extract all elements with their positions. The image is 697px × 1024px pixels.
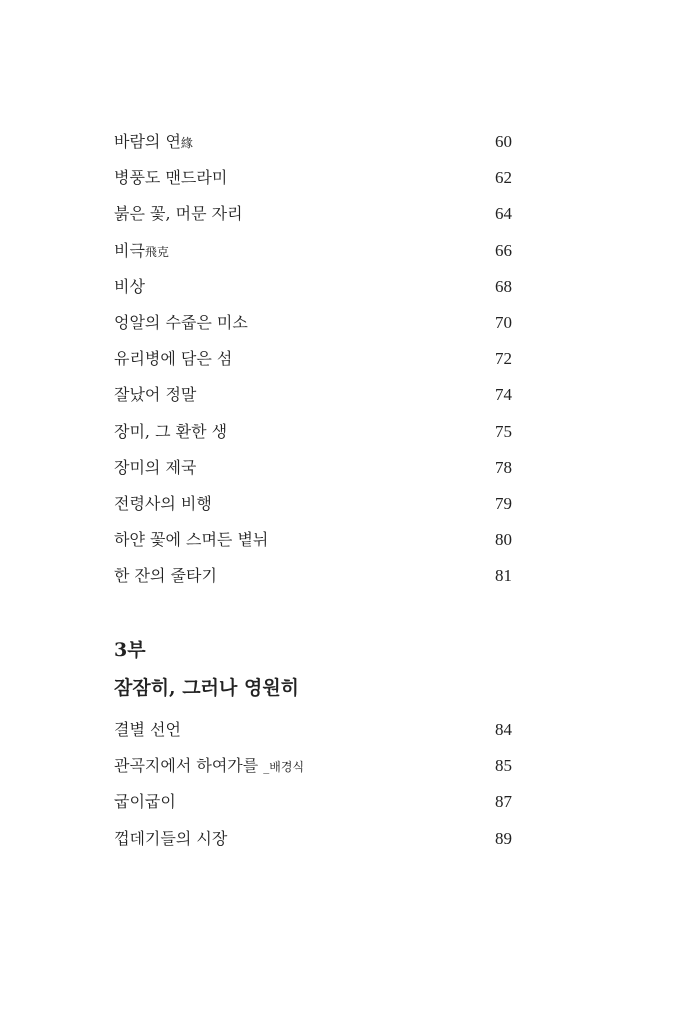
toc-entry-title-wrap [114,414,227,451]
toc-entry-page: 66 [495,240,512,260]
toc-entry-title-wrap [114,522,268,559]
toc-entry-note: 緣 [180,136,193,150]
toc-entry-title-wrap [114,341,232,378]
toc-entry-page: 75 [495,421,512,441]
part-title: 잠잠히, 그러나 영원히 [114,677,300,699]
toc-entry-title: 하얀 꽃에 스며든 볕뉘 [114,530,269,550]
toc-entry-title-wrap [114,486,212,523]
toc-entry [114,712,512,748]
toc-entry [114,414,512,450]
toc-entry-page: 64 [495,204,512,224]
toc-entry-page: 85 [495,756,512,776]
toc-entry-title: 결별 선언 [114,720,181,739]
toc-entry-page: 89 [495,828,512,848]
toc-entry-title-wrap [114,269,145,306]
toc-entry [114,522,512,558]
toc-entry-title: 잘났어 정말 [114,385,197,405]
toc-entry [114,341,512,377]
toc-entry [114,124,512,160]
toc-entry-title: 비극 [114,240,145,260]
toc-entry-page: 60 [495,132,512,151]
toc-entry [114,269,512,305]
toc-entry [114,196,512,232]
toc-entry-page: 74 [495,385,512,405]
toc-entry-page: 62 [495,168,512,188]
part-number: 3부 [114,639,146,661]
toc-entry [114,486,512,522]
toc-entry-title: 관곡지에서 하여가를 [114,756,264,776]
toc-entry-page: 68 [495,276,512,296]
toc-list-part3 [114,712,512,857]
toc-entry-page: 70 [495,312,512,332]
toc-entry-title: 장미, 그 환한 생 [114,421,228,441]
part-heading [114,630,512,710]
toc-entry-title: 유리병에 담은 섬 [114,349,233,369]
toc-entry-title: 한 잔의 줄타기 [114,566,217,586]
toc-entry-page: 87 [495,792,512,812]
toc-entry [114,558,512,594]
toc-entry-title: 장미의 제국 [114,457,197,477]
toc-entry-title-wrap [114,784,176,821]
toc-entry-page: 80 [495,530,512,550]
toc-entry-note: 飛克 [144,244,169,259]
toc-entry-page: 84 [495,720,512,739]
toc-entry-title: 바람의 연 [114,132,181,151]
toc-entry-title-wrap [114,233,169,270]
toc-entry [114,784,512,820]
toc-entry-title-wrap [114,450,196,487]
toc-entry-note: _배경식 [263,760,305,775]
toc-list-part2 [114,124,512,594]
toc-entry-title-wrap [114,712,181,749]
toc-entry [114,160,512,196]
toc-entry [114,233,512,269]
toc-entry-page: 72 [495,349,512,369]
toc-entry-title-wrap [114,160,227,197]
toc-entry [114,305,512,341]
toc-entry [114,377,512,413]
toc-entry-title-wrap [114,748,304,785]
toc-entry-page: 78 [495,457,512,477]
toc-entry-title-wrap [114,377,196,414]
toc-entry [114,821,512,857]
toc-entry-title-wrap [114,821,227,858]
toc-entry-title-wrap [114,124,193,161]
toc-entry-page: 81 [495,566,512,586]
toc-entry-title: 엉알의 수줍은 미소 [114,312,248,332]
toc-entry-page: 79 [495,493,512,513]
toc-entry-title-wrap [114,305,248,342]
toc-entry [114,748,512,784]
toc-entry-title-wrap [114,558,217,595]
toc-entry-title: 병풍도 맨드라미 [114,168,228,188]
toc-entry-title-wrap [114,196,243,233]
toc-entry-title: 굽이굽이 [114,792,176,812]
toc-entry-title: 붉은 꽃, 머문 자리 [114,204,243,224]
toc-entry-title: 껍데기들의 시장 [114,828,228,848]
toc-entry-title: 전령사의 비행 [114,493,212,513]
toc-entry [114,450,512,486]
toc-entry-title: 비상 [114,276,145,296]
